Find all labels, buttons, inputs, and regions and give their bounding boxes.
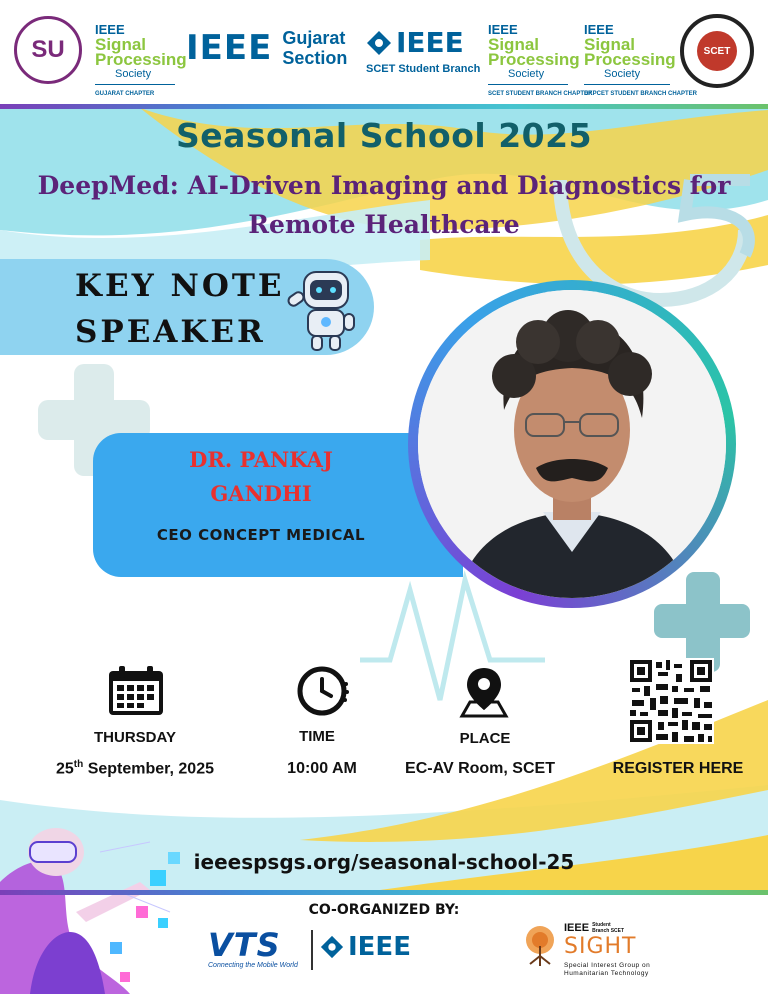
ieee-wordmark-sb: IEEE — [396, 26, 464, 59]
logo-chapter-text: SCET STUDENT BRANCH CHAPTER — [488, 84, 568, 102]
section-text: Section — [282, 48, 348, 68]
event-website-link[interactable]: ieeespsgs.org/seasonal-school-25 — [193, 850, 575, 874]
register-link[interactable]: REGISTER HERE — [612, 760, 744, 777]
ieee-sps-gujarat-logo — [95, 22, 187, 102]
logo-signal-text: Signal — [488, 35, 540, 54]
ieee-sight-logo — [520, 920, 660, 984]
place-label: PLACE — [459, 730, 511, 747]
logo-separator — [311, 930, 313, 970]
ieee-coorg-logo — [320, 932, 411, 962]
logo-ieee-text: IEEE — [95, 22, 125, 37]
header-logo-bar — [0, 0, 768, 104]
coorganized-label: CO-ORGANIZED BY: — [308, 902, 460, 918]
speaker-name-line-2: GANDHI — [210, 481, 312, 506]
speaker-portrait-illustration — [418, 290, 726, 598]
gujarat-section-text — [282, 28, 347, 68]
logo-processing-text: Processing — [584, 50, 676, 69]
ieee-sps-scet-logo — [488, 22, 593, 102]
ieee-sps-dkpcet-logo — [584, 22, 698, 102]
sight-tree-icon — [520, 924, 560, 968]
speaker-photo — [418, 290, 726, 598]
subtitle-line-2: Remote Healthcare — [248, 210, 520, 239]
sight-wordmark: SIGHT — [564, 934, 637, 959]
sight-sb-text: Student Branch SCET — [592, 922, 625, 934]
date-day: 25 — [56, 760, 74, 778]
subtitle-line-1: DeepMed: AI-Driven Imaging and Diagnostics for — [37, 171, 731, 200]
sight-header — [564, 922, 626, 934]
logo-ieee-text: IEEE — [488, 22, 518, 37]
logo-society-text: Society — [508, 68, 545, 80]
ieee-wordmark: IEEE — [186, 28, 273, 68]
sight-tagline-1: Special Interest Group on — [564, 962, 651, 969]
sight-tagline-2: Humanitarian Technology — [564, 970, 649, 977]
keynote-line-2: SPEAKER — [75, 314, 266, 350]
ieee-diamond-icon — [366, 30, 392, 56]
event-subtitle — [30, 166, 738, 244]
logo-processing-text: Processing — [95, 50, 187, 69]
location-pin-icon — [456, 664, 512, 720]
logo-chapter-text: GUJARAT CHAPTER — [95, 84, 175, 102]
ieee-wordmark-coorg: IEEE — [348, 932, 411, 962]
clock-icon — [296, 664, 350, 718]
ieee-scet-sb-logo — [366, 26, 481, 75]
college-seal-logo — [680, 14, 754, 88]
scet-student-branch-text: SCET Student Branch — [366, 63, 481, 75]
vts-wordmark: VTS — [208, 926, 281, 964]
keynote-heading — [75, 263, 285, 355]
day-label: THURSDAY — [94, 729, 176, 746]
plus-shape-right-h — [654, 604, 750, 638]
speaker-name-line-1: DR. PANKAJ — [189, 447, 333, 472]
speaker-name — [93, 443, 429, 511]
bottom-divider — [0, 890, 768, 895]
university-logo-text: SU — [31, 36, 65, 63]
vts-logo — [208, 928, 304, 969]
logo-society-text: Society — [115, 68, 152, 80]
ieee-gujarat-section-logo — [186, 28, 347, 68]
sight-ieee-text: IEEE — [564, 922, 590, 934]
ieee-diamond-icon — [320, 935, 344, 959]
logo-processing-text: Processing — [488, 50, 580, 69]
keynote-line-1: KEY NOTE — [75, 268, 285, 304]
event-title: Seasonal School 2025 — [175, 116, 593, 155]
logo-ieee-text: IEEE — [584, 22, 614, 37]
register-qr-code[interactable] — [628, 658, 714, 744]
logo-signal-text: Signal — [584, 35, 636, 54]
date-suffix: th — [73, 759, 84, 770]
logo-chapter-text: DKPCET STUDENT BRANCH CHAPTER — [584, 84, 670, 102]
robot-icon — [282, 268, 362, 356]
gujarat-text: Gujarat — [282, 28, 346, 48]
university-logo — [14, 16, 82, 84]
speaker-title: CEO CONCEPT MEDICAL — [156, 526, 366, 544]
calendar-icon — [107, 665, 165, 717]
college-seal-text: SCET — [703, 45, 731, 57]
date-rest: September, 2025 — [83, 760, 214, 778]
time-value: 10:00 AM — [287, 760, 357, 777]
vts-tagline: Connecting the Mobile World — [208, 962, 298, 969]
place-value: EC-AV Room, SCET — [405, 760, 555, 777]
top-divider — [0, 104, 768, 109]
logo-society-text: Society — [604, 68, 641, 80]
time-label: TIME — [299, 728, 335, 745]
event-date — [20, 759, 250, 778]
logo-signal-text: Signal — [95, 35, 147, 54]
